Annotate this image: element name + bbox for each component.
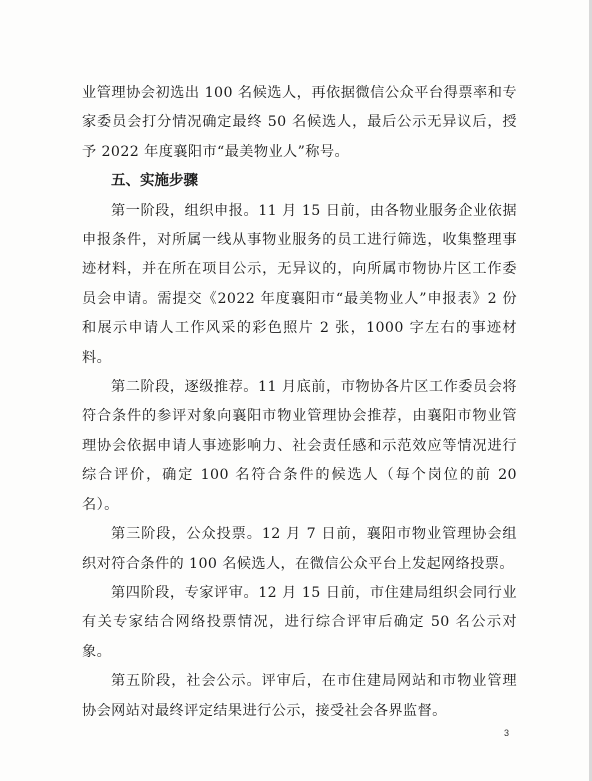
paragraph-stage-1: 第一阶段，组织申报。11 月 15 日前，由各物业服务企业依据申报条件，对所属一线从事物业服务的员工进行筛选，收集整理事迹材料，并在所在项目公示，无异议的，向所属市物协片区工作委员会申请。需提交《2022 年度襄阳市“最美物业人”申报表》2 份和展示申请人工作风采的彩色照片 2 张，1000 字左右的事迹材料。 [82, 202, 517, 366]
page-number: 3 [504, 728, 510, 738]
paragraph-stage-2: 第二阶段，逐级推荐。11 月底前，市物协各片区工作委员会将符合条件的参评对象向襄阳市物业管理协会推荐，由襄阳市物业管理协会依据申请人事迹影响力、社会责任感和示范效应等情况进行综合评价，确定 100 名符合条件的候选人（每个岗位的前 20 名）。 [82, 379, 517, 513]
document-body [82, 79, 517, 726]
paragraph-stage-5: 第五阶段，社会公示。评审后，在市住建局网站和市物业管理协会网站对最终评定结果进行公示，接受社会各界监督。 [82, 673, 517, 719]
paragraph-stage-4: 第四阶段，专家评审。12 月 15 日前，市住建局组织会同行业有关专家结合网络投票情况，进行综合评审后确定 50 名公示对象。 [82, 584, 517, 660]
section-heading: 五、实施步骤 [111, 173, 198, 190]
paragraph-stage-3: 第三阶段，公众投票。12 月 7 日前，襄阳市物业管理协会组织对符合条件的 100 名候选人，在微信公众平台上发起网络投票。 [82, 526, 517, 572]
paragraph-1: 业管理协会初选出 100 名候选人，再依据微信公众平台得票率和专家委员会打分情况确定最终 50 名候选人，最后公示无异议后，授予 2022 年度襄阳市“最美物业人”称号。 [82, 85, 517, 160]
